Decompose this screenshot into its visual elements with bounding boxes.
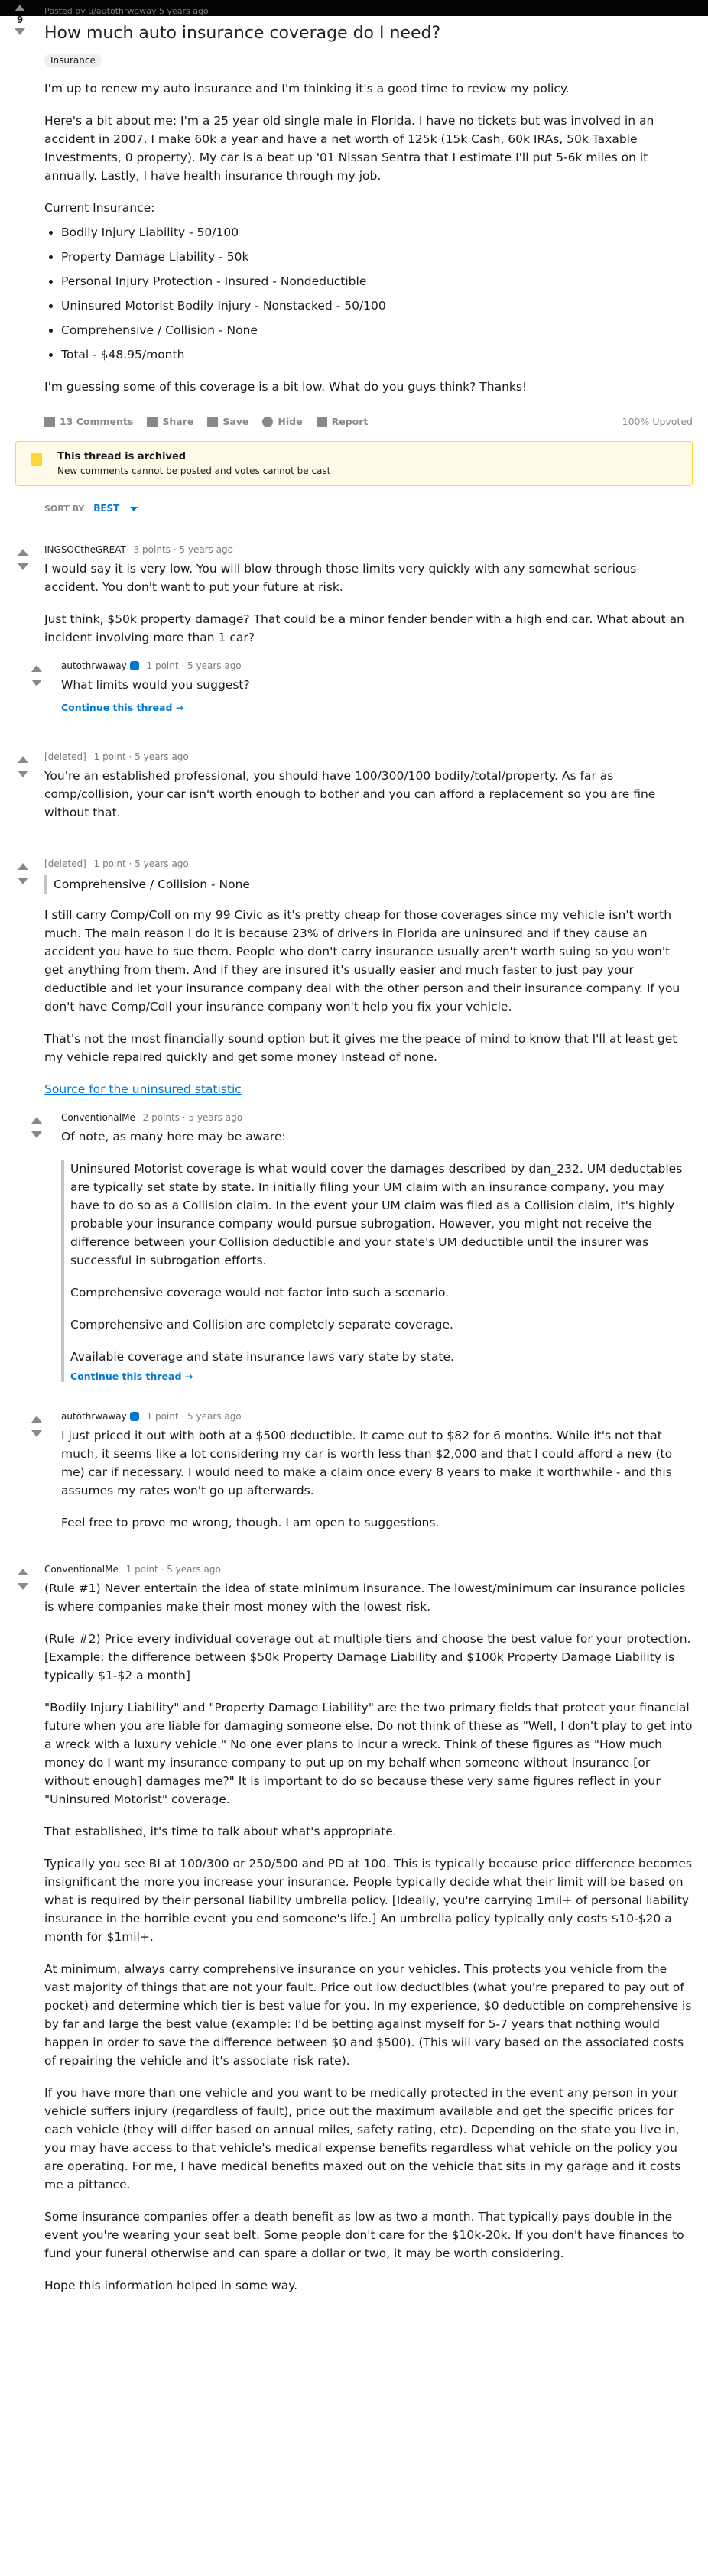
upvote-icon[interactable] xyxy=(31,1416,42,1423)
downvote-icon[interactable] xyxy=(18,563,28,570)
reply xyxy=(44,660,693,713)
archived-title: This thread is archived xyxy=(57,451,187,462)
comment-paragraph: What limits would you suggest? xyxy=(61,678,250,692)
continue-thread-link[interactable]: Continue this thread → xyxy=(61,702,184,713)
comment-vote xyxy=(14,549,32,570)
save-label: Save xyxy=(222,416,249,427)
separator: · xyxy=(181,1411,188,1422)
comment-vote xyxy=(28,1117,46,1138)
comment-meta xyxy=(61,1112,693,1123)
comment-paragraph: That established, it's time to talk about what's appropriate. xyxy=(44,1825,397,1838)
comment-paragraph: If you have more than one vehicle and you want to be medically protected in the event any person in your vehicle suffers injury (regardless of fault), price out the maximum available and get the specific prices for each vehicle (they will differ based on annual miles, safety rating, etc). Depending on the state you live in, you may have access to that vehicle's medical expense benefits regardless what vehicle on the policy you are operating. For me, I have medical benefits maxed out on the vehicle that sits in my garage and it costs me a pittance. xyxy=(44,2086,681,2192)
comment-body xyxy=(44,1579,693,2295)
comment-paragraph: Some insurance companies offer a death benefit as low as two a month. That typically pays double in the event you're wearing your seat belt. Some people don't care for the $10k-20k. If you don't have finances to fund your funeral otherwise and can spare a dollar or two, it may be worth considering. xyxy=(44,2210,684,2260)
post-title: How much auto insurance coverage do I need? xyxy=(44,24,441,43)
comment xyxy=(0,751,708,822)
continue-thread-link[interactable]: Continue this thread → xyxy=(70,1371,193,1382)
comment-body xyxy=(44,767,693,822)
downvote-icon[interactable] xyxy=(18,1583,28,1590)
comment-meta xyxy=(61,1411,693,1422)
separator: · xyxy=(128,858,135,869)
comment-author[interactable]: autothrwaway xyxy=(61,660,127,671)
comment-points: 1 point xyxy=(93,858,126,869)
comment-time[interactable]: 5 years ago xyxy=(179,544,233,555)
upvote-icon[interactable] xyxy=(31,1117,42,1124)
comment-body xyxy=(61,1426,693,1532)
list-item: • Bodily Injury Liability - 50/100 xyxy=(61,223,693,242)
comment-points: 1 point xyxy=(125,1564,158,1575)
comment-time[interactable]: 5 years ago xyxy=(187,660,242,671)
archived-subtitle: New comments cannot be posted and votes cannot be cast xyxy=(57,466,331,476)
chevron-down-icon[interactable] xyxy=(130,507,138,511)
comment-points: 2 points xyxy=(142,1112,180,1123)
upvote-icon[interactable] xyxy=(18,756,28,763)
separator: · xyxy=(182,1112,189,1123)
comment-meta xyxy=(44,544,693,555)
downvote-icon[interactable] xyxy=(31,1430,42,1437)
comment-meta xyxy=(44,1564,693,1575)
quote-paragraph: Uninsured Motorist coverage is what would cover the damages described by dan_232. UM deductables are typically set state by state. In initially filing your UM claim with an insurance company, you may have to do so as a Collision claim. In the event your UM claim was filed as a Collision claim, it's highly probable your insurance company would pursue subrogation. However, you might not receive the difference between your Collision deductible and your state's UM deductible until the insurer was successful in subrogation efforts. xyxy=(70,1162,683,1267)
comment-paragraph: (Rule #2) Price every individual coverage out at multiple tiers and choose the best value for your protection. [Example: the difference between $50k Property Damage Liability and $100k Property Damage Liability is typically $1-$2 a month] xyxy=(44,1632,691,1682)
report-label: Report xyxy=(331,416,369,427)
insurance-list xyxy=(44,223,693,364)
comment-points: 1 point xyxy=(146,660,179,671)
comment-time[interactable]: 5 years ago xyxy=(135,751,189,762)
comment-vote xyxy=(14,863,32,884)
comment-paragraph: "Bodily Injury Liability" and "Property Damage Liability" are the two primary fields that protect your financial future when you are liable for damaging someone else. Do not think of these as "Well, I don't play to get into a wreck with a luxury vehicle." No one ever plans to incur a wreck. Think of these figures as "How much money do I want my insurance company to put up on my behalf when someone without insurance [or without enough] damages me?" It is important to do so because these very same figures reflect in your "Uninsured Motorist" coverage. xyxy=(44,1701,693,1806)
quote-text: Comprehensive / Collision - None xyxy=(54,878,250,891)
comment-paragraph: I just priced it out with both at a $500 deductible. It came out to $82 for 6 months. While it's not that much, it seems like a lot considering my car is worth less than $2,000 and that I could afford a new (to me) car if necessary. I would need to make a claim once every 8 years to make it worthwhile - and this assumes my rates won't go up afterwards. xyxy=(61,1429,673,1497)
separator: · xyxy=(181,660,188,671)
post-paragraph: I'm up to renew my auto insurance and I'm thinking it's a good time to review my policy. xyxy=(44,82,570,96)
quote-paragraph: Comprehensive coverage would not factor into such a scenario. xyxy=(70,1286,450,1299)
comment-points: 1 point xyxy=(146,1411,179,1422)
downvote-icon[interactable] xyxy=(18,771,28,777)
comment-time[interactable]: 5 years ago xyxy=(187,1411,242,1422)
blockquote xyxy=(44,875,693,894)
comment-points: 3 points xyxy=(133,544,171,555)
comment-meta xyxy=(44,751,693,762)
comment-paragraph: Feel free to prove me wrong, though. I am open to suggestions. xyxy=(61,1516,440,1530)
quote-paragraph: Available coverage and state insurance laws vary state by state. xyxy=(70,1350,454,1364)
flag-icon xyxy=(317,417,327,427)
comment-points: 1 point xyxy=(93,751,126,762)
reply xyxy=(44,1411,693,1532)
upvote-icon[interactable] xyxy=(18,863,28,870)
comment-body xyxy=(61,676,693,694)
share-button[interactable] xyxy=(147,416,193,427)
comment-time[interactable]: 5 years ago xyxy=(135,858,189,869)
separator: · xyxy=(173,544,180,555)
post-vote-column xyxy=(11,5,29,35)
sort-label: SORT BY xyxy=(44,504,85,514)
upvote-icon[interactable] xyxy=(31,665,42,672)
comment-icon xyxy=(44,417,55,427)
comment-time[interactable]: 5 years ago xyxy=(167,1564,221,1575)
downvote-icon[interactable] xyxy=(31,680,42,686)
comment-paragraph: Hope this information helped in some way. xyxy=(44,2279,298,2292)
comment-paragraph: That's not the most financially sound option but it gives me the peace of mind to know that I'll at least get my vehicle repaired quickly and get some money instead of none. xyxy=(44,1032,677,1064)
list-item: • Property Damage Liability - 50k xyxy=(61,248,693,266)
hide-icon xyxy=(262,417,273,427)
posted-by[interactable]: Posted by u/autothrwaway 5 years ago xyxy=(44,6,209,16)
comment-author[interactable]: autothrwaway xyxy=(61,1411,127,1422)
list-item: • Comprehensive / Collision - None xyxy=(61,321,693,339)
downvote-icon[interactable] xyxy=(15,28,25,35)
downvote-icon[interactable] xyxy=(18,878,28,884)
comment xyxy=(0,1564,708,2295)
list-item: • Uninsured Motorist Bodily Injury - Nonstacked - 50/100 xyxy=(61,297,693,315)
comment-meta xyxy=(61,660,693,671)
separator: · xyxy=(161,1564,167,1575)
blockquote xyxy=(61,1160,693,1382)
comment-paragraph: Typically you see BI at 100/300 or 250/500 and PD at 100. This is typically because price difference becomes insignificant the more you increase your insurance. People typically decide what their limit will be based on what is required by their personal liability umbrella policy. [Ideally, you're carrying 1mil+ of personal liability insurance in the horrible event you end someone's life.] An umbrella policy typically only costs $10-$20 a month for $1mil+. xyxy=(44,1857,693,1944)
post-paragraph: Here's a bit about me: I'm a 25 year old single male in Florida. I have no tickets but was involved in an accident in 2007. I make 60k a year and have a net worth of 125k (15k Cash, 60k IRAs, 50k Taxable Investments, 0 property). My car is a beat up '01 Nissan Sentra that I estimate I'll put 5-6k miles on it annually. Lastly, I have health insurance through my job. xyxy=(44,114,654,183)
comment-paragraph: Of note, as many here may be aware: xyxy=(61,1130,286,1144)
comment-author[interactable]: INGSOCtheGREAT xyxy=(44,544,126,555)
post-paragraph: I'm guessing some of this coverage is a bit low. What do you guys think? Thanks! xyxy=(44,380,528,394)
hide-label: Hide xyxy=(278,416,303,427)
comment-vote xyxy=(28,1416,46,1437)
comments-button[interactable] xyxy=(44,416,133,427)
comment-vote xyxy=(28,665,46,686)
upvoted-ratio: 100% Upvoted xyxy=(622,416,693,427)
comment-paragraph: (Rule #1) Never entertain the idea of state minimum insurance. The lowest/minimum car insurance policies is where companies make their most money with the lowest risk. xyxy=(44,1582,686,1614)
comment-body xyxy=(61,1127,693,1382)
comment-body xyxy=(44,560,693,647)
post-actions xyxy=(44,410,693,436)
comment-paragraph: I still carry Comp/Coll on my 99 Civic as it's pretty cheap for those coverages since my vehicle isn't worth much. The main reason I do it is because 23% of drivers in Florida are uninsured and if they cause an accident you have to sue them. People who don't carry insurance usually aren't worth suing so you won't get anything from them. And if they are insured it's usually easier and much faster to just pay your deductible and let your insurance company deal with the other person and their insurance company. If you don't have Comp/Coll your insurance company won't help you fix your vehicle. xyxy=(44,908,680,1014)
comment-vote xyxy=(14,756,32,777)
comment-paragraph: You're an established professional, you should have 100/300/100 bodily/total/property. As far as comp/collision, your car isn't worth enough to bother and you can afford a replacement so you are fine without that. xyxy=(44,769,656,819)
comment-vote xyxy=(14,1569,32,1590)
reply xyxy=(44,1112,693,1382)
share-icon xyxy=(147,417,158,427)
archive-icon xyxy=(31,453,42,466)
comment-paragraph: Just think, $50k property damage? That could be a minor fender bender with a high end car. What about an incident involving more than 1 car? xyxy=(44,612,684,644)
post-paragraph: Current Insurance: xyxy=(44,201,155,215)
post-flair[interactable]: Insurance xyxy=(44,54,102,67)
save-icon xyxy=(207,417,218,427)
list-item: • Total - $48.95/month xyxy=(61,346,693,364)
list-item: • Personal Injury Protection - Insured - Nondeductible xyxy=(61,272,693,290)
post-score: 9 xyxy=(16,15,24,25)
hide-button[interactable] xyxy=(262,416,302,427)
share-label: Share xyxy=(162,416,194,427)
upvote-icon[interactable] xyxy=(18,549,28,556)
comment-author[interactable]: ConventionalMe xyxy=(44,1564,119,1575)
comment-paragraph: At minimum, always carry comprehensive insurance on your vehicles. This protects you vehicle from the vast majority of things that are not your fault. Price out low deductibles (what you're prepared to pay out of pocket) and determine which tier is best value for you. In my experience, $0 deductible on comprehensive is by far and large the best value (example: I'd be betting against myself for 5-7 years that nothing would happen in order to save the difference between $0 and $500). (This will vary based on the associated costs of repairing the vehicle and it's associate risk rate). xyxy=(44,1962,692,2068)
comment xyxy=(0,544,708,713)
comment xyxy=(0,858,708,1532)
comment-paragraph: I would say it is very low. You will blow through those limits very quickly with any somewhat serious accident. You don't want to put your future at risk. xyxy=(44,562,637,594)
post-body xyxy=(44,79,693,396)
comment-body xyxy=(44,875,693,1098)
comment-time[interactable]: 5 years ago xyxy=(188,1112,243,1123)
upvote-icon[interactable] xyxy=(18,1569,28,1575)
source-link[interactable]: Source for the uninsured statistic xyxy=(44,1082,242,1096)
quote-paragraph: Comprehensive and Collision are completely separate coverage. xyxy=(70,1318,453,1332)
report-button[interactable] xyxy=(317,416,369,427)
separator: · xyxy=(128,751,135,762)
op-flair-icon xyxy=(130,661,139,670)
post xyxy=(0,0,708,436)
comment-meta xyxy=(44,858,693,869)
sort-bar[interactable] xyxy=(44,503,708,514)
downvote-icon[interactable] xyxy=(31,1131,42,1138)
archived-banner xyxy=(15,441,693,486)
upvote-icon[interactable] xyxy=(15,5,25,11)
comment-author: [deleted] xyxy=(44,858,86,869)
save-button[interactable] xyxy=(207,416,248,427)
comments-label: 13 Comments xyxy=(60,416,134,427)
comment-author: [deleted] xyxy=(44,751,86,762)
sort-value[interactable]: BEST xyxy=(93,503,120,514)
comment-author[interactable]: ConventionalMe xyxy=(61,1112,135,1123)
op-flair-icon xyxy=(130,1412,139,1421)
